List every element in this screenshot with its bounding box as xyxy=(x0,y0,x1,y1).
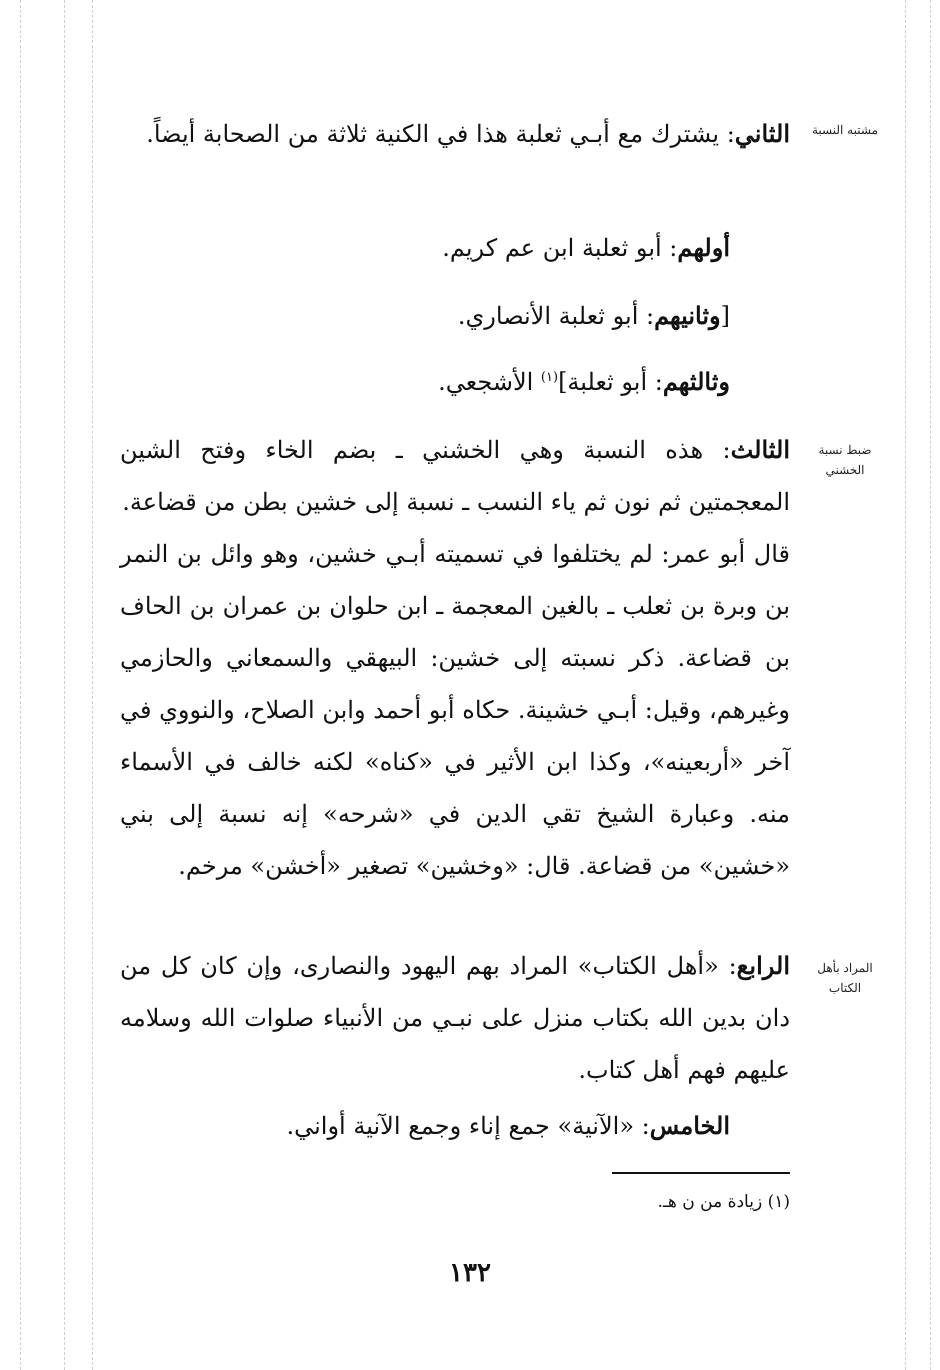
section-label: الثالث xyxy=(730,435,790,464)
paragraph-fifth xyxy=(120,1100,790,1152)
item-label: أولهم xyxy=(677,233,730,262)
margin-note: مشتبه النسبة xyxy=(812,123,878,137)
margin-note: ضبط نسبة الخشني xyxy=(818,443,872,477)
paragraph-second xyxy=(120,108,790,160)
section-label: الخامس xyxy=(649,1111,730,1140)
footnote-divider xyxy=(612,1172,790,1174)
footnote-ref: (١) xyxy=(540,370,559,385)
item-text: الأشجعي. xyxy=(438,368,541,396)
paragraph-text: قال أبو عمر: لم يختلفوا في تسميته أبـي خشين، وهو وائل بن النمر بن وبرة بن ثعلب ـ بالغين المعجمة ـ ابن حلوان بن عمران بن الحاف بن قضاعة. ذكر نسبته إلى خشين: البيهقي والسمعاني والحازمي وغيرهم، وقيل: أبـي خشينة. حكاه أبو أحمد وابن الصلاح، والنووي في آخر «أربعينه»، وكذا ابن الأثير في «كناه» لكنه خالف في الأسماء منه. وعبارة الشيخ تقي الدين في «شرحه» إنه نسبة إلى بني «خشين» من قضاعة. قال: «وخشين» تصغير «أخشن» مرخم. xyxy=(120,540,790,880)
margin-note: المراد بأهل الكتاب xyxy=(817,961,873,995)
paragraph-third xyxy=(120,424,790,892)
footnote: (١) زيادة من ن هـ. xyxy=(657,1192,790,1212)
item-text: : أبو ثعلبة] xyxy=(558,368,663,396)
paragraph-text: : «أهل الكتاب» المراد بهم اليهود والنصارى، وإن كان كل من دان بدين الله بكتاب منزل على نبـي من الأنبياء صلوات الله وسلامه عليهم فهم أهل كتاب. xyxy=(120,952,790,1084)
paragraph-text: : «الآنية» جمع إناء وجمع الآنية أواني. xyxy=(286,1112,650,1140)
item-text: : أبو ثعلبة ابن عم كريم. xyxy=(442,234,678,262)
list-item xyxy=(120,356,790,408)
paragraph-text: : هذه النسبة وهي الخشني ـ بضم الخاء وفتح الشين المعجمتين ثم نون ثم ياء النسب ـ نسبة إلى خشين بطن من قضاعة. xyxy=(120,436,790,516)
paragraph-fourth xyxy=(120,940,790,1096)
item-label: وثالثهم xyxy=(662,367,730,396)
list-item xyxy=(120,290,790,342)
item-label: وثانيهم xyxy=(654,301,721,330)
paragraph-text: : يشترك مع أبـي ثعلبة هذا في الكنية ثلاثة من الصحابة أيضاً. xyxy=(146,120,735,148)
page-number: ١٣٢ xyxy=(449,1258,491,1288)
bracket: [ xyxy=(720,302,730,330)
list-item xyxy=(120,222,790,274)
item-text: : أبو ثعلبة الأنصاري. xyxy=(457,302,655,330)
section-label: الرابع xyxy=(736,951,790,980)
section-label: الثاني xyxy=(734,119,790,148)
